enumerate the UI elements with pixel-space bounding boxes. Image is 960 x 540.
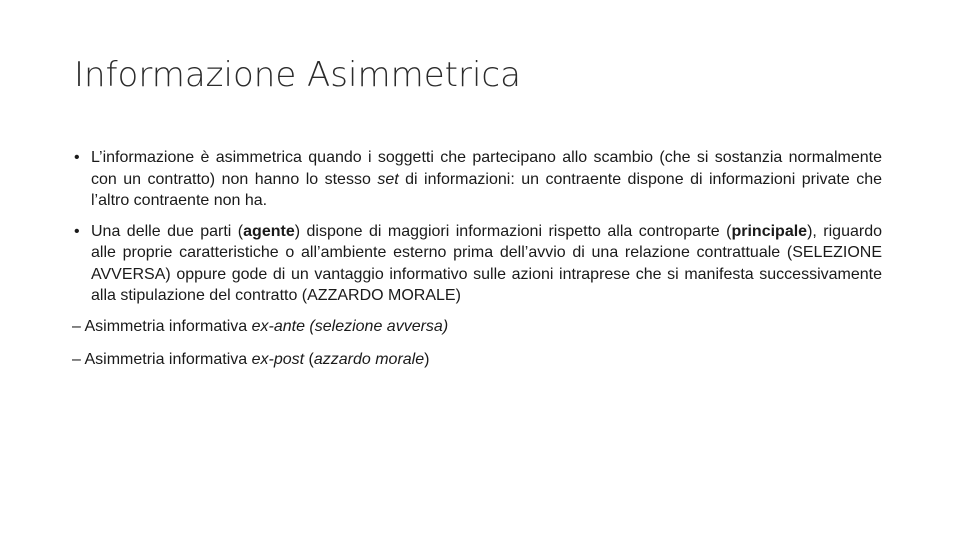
text-run: )	[424, 351, 430, 368]
bullet-marker: •	[74, 149, 80, 166]
slide-content	[74, 147, 882, 383]
italic-term: azzardo morale	[313, 351, 425, 368]
bullet-item	[74, 221, 882, 307]
text-run: ) dispone di maggiori informazioni rispetto alla controparte (	[294, 222, 732, 240]
italic-term: set	[377, 170, 399, 188]
text-run: di informazioni: un contraente dispone di informazioni private che l’altro contraente non ha.	[91, 170, 882, 209]
text-run: Una delle due parti (	[91, 222, 244, 240]
text-run: – Asimmetria informativa	[72, 351, 252, 368]
bullet-marker: •	[74, 222, 80, 240]
text-run: (	[304, 351, 314, 368]
bold-term-principale: principale	[731, 222, 808, 240]
bold-term-agente: agente	[243, 222, 295, 240]
dash-line-ex-post	[72, 349, 882, 371]
text-run: L’informazione è asimmetrica quando i soggetti che partecipano allo scambio (che si sostanzia normalmente con un contratto) non hanno lo stesso	[91, 149, 882, 188]
bullet-text	[91, 147, 882, 212]
bullet-item	[74, 147, 882, 212]
slide-title: Informazione Asimmetrica	[74, 55, 521, 95]
bullet-text	[91, 221, 882, 307]
dash-line-ex-ante	[72, 316, 882, 338]
italic-term: ex-ante (selezione avversa)	[251, 317, 449, 335]
italic-term: ex-post	[251, 351, 305, 368]
text-run: ), riguardo alle proprie caratteristiche o all’ambiente esterno prima dell’avvio di una relazione contrattuale (SELEZIONE AVVERSA) oppure gode di un vantaggio informativo sulle azioni intraprese che si manifesta successivamente alla stipulazione del contratto (AZZARDO MORALE)	[91, 222, 882, 304]
text-run: – Asimmetria informativa	[72, 317, 252, 335]
